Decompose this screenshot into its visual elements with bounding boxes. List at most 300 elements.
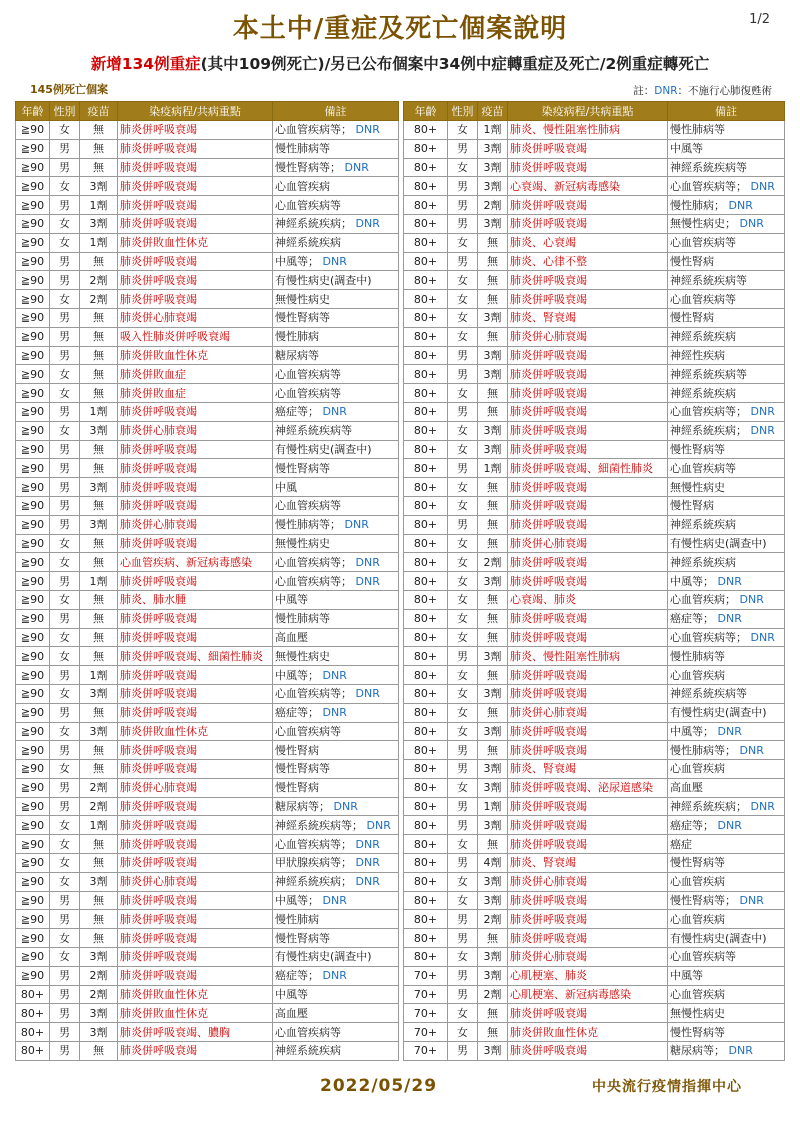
table-row bbox=[404, 177, 785, 196]
dnr-flag: DNR bbox=[322, 969, 347, 983]
remark-text: 心血管疾病 bbox=[670, 875, 725, 889]
table-row bbox=[16, 421, 399, 440]
table-row bbox=[16, 1004, 399, 1023]
table-row bbox=[16, 196, 399, 215]
remark-text: 神經系統疾病； bbox=[275, 217, 352, 231]
cell-vaccine: 2劑 bbox=[80, 797, 118, 816]
cell-sex: 男 bbox=[448, 1042, 478, 1061]
cell-remarks bbox=[273, 703, 399, 722]
remark-text: 慢性腎病等； bbox=[670, 894, 736, 908]
col-sex: 性別 bbox=[448, 102, 478, 121]
cell-remarks bbox=[273, 741, 399, 760]
table-row bbox=[404, 421, 785, 440]
cell-age: ≧90 bbox=[16, 496, 50, 515]
remark-text: 慢性腎病等 bbox=[275, 762, 330, 776]
cell-disease-course: 肺炎併呼吸衰竭 bbox=[508, 440, 668, 459]
cell-sex: 男 bbox=[448, 797, 478, 816]
table-row bbox=[404, 1042, 785, 1061]
cell-age: 80+ bbox=[404, 214, 448, 233]
dnr-flag: DNR bbox=[333, 800, 358, 814]
remark-text: 慢性腎病 bbox=[670, 254, 714, 268]
remark-text: 心血管疾病等； bbox=[275, 574, 352, 588]
cell-remarks bbox=[668, 478, 785, 497]
cell-age: ≧90 bbox=[16, 872, 50, 891]
cell-vaccine: 1劑 bbox=[80, 402, 118, 421]
dnr-flag: DNR bbox=[739, 894, 764, 908]
cell-disease-course: 肺炎併呼吸衰竭 bbox=[508, 346, 668, 365]
remark-text: 無慢性病史 bbox=[275, 536, 330, 550]
cell-vaccine: 無 bbox=[478, 666, 508, 685]
cell-age: 80+ bbox=[404, 515, 448, 534]
cell-remarks bbox=[668, 440, 785, 459]
cell-remarks bbox=[668, 666, 785, 685]
cell-age: ≧90 bbox=[16, 647, 50, 666]
table-row bbox=[16, 214, 399, 233]
cell-sex: 男 bbox=[448, 966, 478, 985]
table-row bbox=[16, 966, 399, 985]
cell-vaccine: 3劑 bbox=[80, 1004, 118, 1023]
remark-text: 高血壓 bbox=[275, 630, 308, 644]
remark-text: 癌症等； bbox=[275, 405, 319, 419]
table-row bbox=[404, 233, 785, 252]
cell-sex: 女 bbox=[50, 948, 80, 967]
note-dnr: DNR bbox=[654, 85, 678, 97]
table-row bbox=[404, 365, 785, 384]
cell-age: 80+ bbox=[404, 609, 448, 628]
table-row bbox=[404, 891, 785, 910]
remark-text: 神經系統疾病 bbox=[670, 555, 736, 569]
cell-age: ≧90 bbox=[16, 478, 50, 497]
cell-disease-course: 肺炎併呼吸衰竭 bbox=[118, 496, 273, 515]
cell-sex: 女 bbox=[448, 440, 478, 459]
cell-vaccine: 無 bbox=[478, 384, 508, 403]
remark-text: 中風等； bbox=[275, 254, 319, 268]
cell-remarks bbox=[668, 816, 785, 835]
cell-remarks bbox=[668, 1042, 785, 1061]
table-row bbox=[404, 628, 785, 647]
remark-text: 有慢性病史(調查中) bbox=[275, 442, 372, 456]
cell-age: ≧90 bbox=[16, 252, 50, 271]
cell-age: ≧90 bbox=[16, 308, 50, 327]
cell-sex: 女 bbox=[50, 365, 80, 384]
cell-sex: 女 bbox=[448, 872, 478, 891]
cell-age: 80+ bbox=[404, 496, 448, 515]
cell-vaccine: 無 bbox=[80, 854, 118, 873]
remark-text: 慢性腎病等 bbox=[670, 856, 725, 870]
remark-text: 心血管疾病等； bbox=[275, 837, 352, 851]
table-row bbox=[16, 816, 399, 835]
cell-vaccine: 3劑 bbox=[478, 684, 508, 703]
cell-age: ≧90 bbox=[16, 121, 50, 140]
cell-vaccine: 無 bbox=[80, 703, 118, 722]
cell-remarks bbox=[273, 854, 399, 873]
cell-age: ≧90 bbox=[16, 233, 50, 252]
cell-remarks bbox=[273, 402, 399, 421]
cell-vaccine: 無 bbox=[478, 628, 508, 647]
cell-age: ≧90 bbox=[16, 139, 50, 158]
remark-text: 無慢性病史 bbox=[275, 292, 330, 306]
page-title: 本土中/重症及死亡個案說明 bbox=[232, 14, 568, 44]
cell-age: 80+ bbox=[404, 290, 448, 309]
cell-age: 80+ bbox=[404, 910, 448, 929]
cell-vaccine: 3劑 bbox=[80, 421, 118, 440]
cell-age: 80+ bbox=[404, 628, 448, 647]
cell-remarks bbox=[668, 778, 785, 797]
remark-text: 無慢性病史 bbox=[275, 649, 330, 663]
cell-sex: 女 bbox=[50, 384, 80, 403]
cell-sex: 男 bbox=[50, 252, 80, 271]
cell-remarks bbox=[273, 327, 399, 346]
cell-sex: 女 bbox=[448, 835, 478, 854]
table-row bbox=[404, 346, 785, 365]
cell-age: 80+ bbox=[404, 835, 448, 854]
cell-age: ≧90 bbox=[16, 177, 50, 196]
cell-disease-course: 肺炎併心肺衰竭 bbox=[508, 872, 668, 891]
cell-age: ≧90 bbox=[16, 534, 50, 553]
cell-vaccine: 3劑 bbox=[478, 647, 508, 666]
cell-age: 80+ bbox=[404, 666, 448, 685]
cell-disease-course: 心衰竭、新冠病毒感染 bbox=[508, 177, 668, 196]
cell-vaccine: 3劑 bbox=[478, 214, 508, 233]
cell-remarks bbox=[273, 534, 399, 553]
col-sex: 性別 bbox=[50, 102, 80, 121]
dnr-flag: DNR bbox=[750, 405, 775, 419]
cell-remarks bbox=[668, 177, 785, 196]
cell-vaccine: 3劑 bbox=[478, 346, 508, 365]
cell-disease-course: 肺炎併呼吸衰竭 bbox=[508, 496, 668, 515]
remark-text: 神經系統疾病 bbox=[275, 1044, 341, 1058]
cell-disease-course: 肺炎併呼吸衰竭 bbox=[508, 628, 668, 647]
table-row bbox=[404, 139, 785, 158]
cell-remarks bbox=[668, 327, 785, 346]
remark-text: 有慢性病史(調查中) bbox=[670, 706, 767, 720]
cell-age: 80+ bbox=[404, 233, 448, 252]
cell-remarks bbox=[273, 252, 399, 271]
cell-remarks bbox=[668, 196, 785, 215]
cell-age: 80+ bbox=[404, 177, 448, 196]
cell-sex: 女 bbox=[50, 590, 80, 609]
cell-remarks bbox=[273, 459, 399, 478]
cell-age: ≧90 bbox=[16, 158, 50, 177]
cell-disease-course: 肺炎併心肺衰竭 bbox=[508, 703, 668, 722]
cell-sex: 男 bbox=[448, 910, 478, 929]
cell-disease-course: 肺炎併呼吸衰竭 bbox=[508, 741, 668, 760]
cell-age: ≧90 bbox=[16, 966, 50, 985]
cell-remarks bbox=[668, 797, 785, 816]
cell-sex: 女 bbox=[448, 609, 478, 628]
remark-text: 神經系統疾病 bbox=[275, 236, 341, 250]
cell-vaccine: 2劑 bbox=[80, 778, 118, 797]
table-row bbox=[404, 572, 785, 591]
cell-vaccine: 3劑 bbox=[478, 816, 508, 835]
dnr-flag: DNR bbox=[322, 405, 347, 419]
table-row bbox=[16, 703, 399, 722]
remark-text: 慢性腎病等 bbox=[670, 1025, 725, 1039]
dnr-flag: DNR bbox=[366, 818, 391, 832]
table-row bbox=[404, 778, 785, 797]
dnr-flag: DNR bbox=[322, 254, 347, 268]
cell-age: 80+ bbox=[404, 572, 448, 591]
cell-remarks bbox=[273, 891, 399, 910]
cell-vaccine: 無 bbox=[478, 478, 508, 497]
cell-sex: 男 bbox=[50, 572, 80, 591]
cell-age: 70+ bbox=[404, 966, 448, 985]
remark-text: 神經系統疾病 bbox=[670, 518, 736, 532]
remark-text: 神經系統疾病等 bbox=[670, 160, 747, 174]
cell-sex: 男 bbox=[50, 440, 80, 459]
cell-remarks bbox=[273, 835, 399, 854]
dnr-flag: DNR bbox=[355, 123, 380, 137]
cell-disease-course: 肺炎併敗血性休克 bbox=[118, 1004, 273, 1023]
cell-vaccine: 無 bbox=[80, 553, 118, 572]
table-row bbox=[16, 327, 399, 346]
cell-disease-course: 肺炎併呼吸衰竭 bbox=[508, 271, 668, 290]
cell-age: 80+ bbox=[404, 346, 448, 365]
remark-text: 中風等 bbox=[275, 593, 308, 607]
cell-sex: 男 bbox=[50, 703, 80, 722]
remark-text: 慢性腎病等 bbox=[275, 311, 330, 325]
remark-text: 神經系統疾病 bbox=[670, 330, 736, 344]
remark-text: 中風等； bbox=[275, 894, 319, 908]
cell-age: ≧90 bbox=[16, 327, 50, 346]
note-suffix: ：不施行心肺復甦術 bbox=[677, 85, 772, 97]
table-row bbox=[404, 308, 785, 327]
cell-disease-course: 肺炎併呼吸衰竭 bbox=[118, 910, 273, 929]
cell-vaccine: 無 bbox=[80, 534, 118, 553]
remark-text: 糖尿病等； bbox=[275, 800, 330, 814]
table-row bbox=[404, 741, 785, 760]
cell-vaccine: 無 bbox=[80, 158, 118, 177]
cell-disease-course: 心肌梗塞、肺炎 bbox=[508, 966, 668, 985]
cell-sex: 女 bbox=[448, 308, 478, 327]
dnr-flag: DNR bbox=[355, 217, 380, 231]
cell-vaccine: 1劑 bbox=[478, 797, 508, 816]
cell-sex: 男 bbox=[50, 1004, 80, 1023]
table-row bbox=[404, 985, 785, 1004]
table-row bbox=[404, 384, 785, 403]
cell-sex: 女 bbox=[448, 233, 478, 252]
table-row bbox=[404, 1023, 785, 1042]
cell-vaccine: 3劑 bbox=[478, 948, 508, 967]
cell-vaccine: 2劑 bbox=[80, 966, 118, 985]
table-row bbox=[404, 121, 785, 140]
table-row bbox=[16, 760, 399, 779]
cell-sex: 男 bbox=[50, 985, 80, 1004]
dnr-flag: DNR bbox=[739, 593, 764, 607]
table-row bbox=[404, 929, 785, 948]
remark-text: 癌症等； bbox=[275, 969, 319, 983]
remark-text: 無慢性病史 bbox=[670, 480, 725, 494]
cell-vaccine: 3劑 bbox=[478, 872, 508, 891]
cell-sex: 男 bbox=[448, 196, 478, 215]
cell-remarks bbox=[668, 421, 785, 440]
cell-remarks bbox=[668, 741, 785, 760]
cell-sex: 女 bbox=[448, 722, 478, 741]
cell-sex: 男 bbox=[448, 365, 478, 384]
dnr-flag: DNR bbox=[750, 179, 775, 193]
cell-sex: 女 bbox=[50, 760, 80, 779]
remark-text: 中風等 bbox=[670, 142, 703, 156]
cell-sex: 女 bbox=[50, 534, 80, 553]
remark-text: 有慢性病史(調查中) bbox=[275, 273, 372, 287]
cell-remarks bbox=[668, 308, 785, 327]
cell-disease-course: 肺炎、心律不整 bbox=[508, 252, 668, 271]
cell-age: 80+ bbox=[404, 121, 448, 140]
cell-remarks bbox=[668, 290, 785, 309]
table-row bbox=[404, 722, 785, 741]
cell-sex: 女 bbox=[448, 1004, 478, 1023]
cell-vaccine: 3劑 bbox=[478, 158, 508, 177]
cell-remarks bbox=[668, 722, 785, 741]
cell-remarks bbox=[668, 985, 785, 1004]
remark-text: 神經系統疾病等 bbox=[670, 273, 747, 287]
cell-age: 80+ bbox=[404, 891, 448, 910]
dnr-flag: DNR bbox=[728, 198, 753, 212]
table-row bbox=[16, 271, 399, 290]
table-row bbox=[404, 290, 785, 309]
cell-age: ≧90 bbox=[16, 910, 50, 929]
table-row bbox=[16, 929, 399, 948]
cell-age: ≧90 bbox=[16, 459, 50, 478]
cell-sex: 男 bbox=[448, 139, 478, 158]
cell-disease-course: 肺炎併敗血性休克 bbox=[118, 233, 273, 252]
cell-remarks bbox=[668, 929, 785, 948]
cell-age: 80+ bbox=[404, 647, 448, 666]
table-row bbox=[16, 233, 399, 252]
cell-remarks bbox=[668, 1004, 785, 1023]
remark-text: 慢性腎病 bbox=[275, 781, 319, 795]
table-row bbox=[404, 515, 785, 534]
cell-age: 80+ bbox=[404, 139, 448, 158]
cell-sex: 女 bbox=[50, 628, 80, 647]
cell-disease-course: 肺炎併敗血性休克 bbox=[118, 985, 273, 1004]
cases-table-left bbox=[15, 101, 399, 1061]
cell-disease-course: 肺炎併呼吸衰竭 bbox=[508, 553, 668, 572]
cell-age: 80+ bbox=[404, 778, 448, 797]
col-age: 年齡 bbox=[16, 102, 50, 121]
cell-sex: 女 bbox=[50, 553, 80, 572]
cell-age: ≧90 bbox=[16, 572, 50, 591]
cell-vaccine: 3劑 bbox=[80, 948, 118, 967]
cell-age: 80+ bbox=[404, 816, 448, 835]
remark-text: 心血管疾病等； bbox=[275, 555, 352, 569]
cell-vaccine: 無 bbox=[478, 496, 508, 515]
cell-sex: 男 bbox=[50, 910, 80, 929]
cell-sex: 女 bbox=[448, 271, 478, 290]
cell-remarks bbox=[668, 365, 785, 384]
remark-text: 心血管疾病等 bbox=[275, 1025, 341, 1039]
cell-remarks bbox=[273, 872, 399, 891]
cell-sex: 女 bbox=[50, 816, 80, 835]
table-row bbox=[16, 553, 399, 572]
cell-disease-course: 肺炎併呼吸衰竭 bbox=[118, 534, 273, 553]
dnr-flag: DNR bbox=[717, 574, 742, 588]
cell-disease-course: 肺炎、慢性阻塞性肺病 bbox=[508, 647, 668, 666]
cell-disease-course: 肺炎併呼吸衰竭 bbox=[118, 929, 273, 948]
table-row bbox=[404, 440, 785, 459]
cell-remarks bbox=[668, 647, 785, 666]
table-row bbox=[404, 1004, 785, 1023]
cell-sex: 女 bbox=[448, 572, 478, 591]
remark-text: 心血管疾病等； bbox=[670, 630, 747, 644]
cell-disease-course: 肺炎、肺水腫 bbox=[118, 590, 273, 609]
cell-remarks bbox=[273, 797, 399, 816]
cell-sex: 男 bbox=[448, 985, 478, 1004]
remark-text: 心血管疾病 bbox=[670, 668, 725, 682]
cell-age: 80+ bbox=[16, 1042, 50, 1061]
cell-sex: 女 bbox=[448, 496, 478, 515]
table-row bbox=[404, 252, 785, 271]
cell-remarks bbox=[668, 346, 785, 365]
cell-sex: 女 bbox=[448, 553, 478, 572]
cell-disease-course: 肺炎併敗血性休克 bbox=[118, 722, 273, 741]
cell-sex: 女 bbox=[50, 214, 80, 233]
cell-vaccine: 1劑 bbox=[80, 196, 118, 215]
table-row bbox=[16, 910, 399, 929]
cell-remarks bbox=[668, 590, 785, 609]
dnr-flag: DNR bbox=[739, 743, 764, 757]
cell-sex: 女 bbox=[448, 158, 478, 177]
cell-disease-course: 肺炎併呼吸衰竭 bbox=[118, 891, 273, 910]
cell-sex: 女 bbox=[448, 421, 478, 440]
cell-sex: 女 bbox=[448, 628, 478, 647]
cell-vaccine: 2劑 bbox=[478, 553, 508, 572]
cell-sex: 男 bbox=[448, 647, 478, 666]
cell-vaccine: 無 bbox=[80, 891, 118, 910]
cell-vaccine: 無 bbox=[80, 910, 118, 929]
cell-age: 80+ bbox=[404, 402, 448, 421]
cell-age: 80+ bbox=[404, 158, 448, 177]
cell-sex: 女 bbox=[50, 177, 80, 196]
dnr-flag: DNR bbox=[750, 800, 775, 814]
cell-vaccine: 無 bbox=[80, 121, 118, 140]
dnr-flag: DNR bbox=[344, 518, 369, 532]
cell-remarks bbox=[273, 515, 399, 534]
table-row bbox=[16, 628, 399, 647]
table-row bbox=[404, 478, 785, 497]
cell-age: 80+ bbox=[404, 196, 448, 215]
cell-sex: 男 bbox=[50, 139, 80, 158]
cell-age: ≧90 bbox=[16, 346, 50, 365]
cell-age: 80+ bbox=[404, 478, 448, 497]
remark-text: 神經系統疾病； bbox=[670, 800, 747, 814]
remark-text: 慢性肺病等 bbox=[275, 142, 330, 156]
cell-age: 80+ bbox=[404, 590, 448, 609]
remark-text: 心血管疾病等 bbox=[275, 724, 341, 738]
table-row bbox=[16, 948, 399, 967]
cell-remarks bbox=[273, 1023, 399, 1042]
remark-text: 慢性肺病等 bbox=[275, 612, 330, 626]
cell-sex: 女 bbox=[448, 1023, 478, 1042]
cell-disease-course: 肺炎併呼吸衰竭 bbox=[118, 966, 273, 985]
table-row bbox=[16, 459, 399, 478]
cell-remarks bbox=[668, 703, 785, 722]
cell-age: 70+ bbox=[404, 1004, 448, 1023]
cell-vaccine: 無 bbox=[80, 308, 118, 327]
cell-vaccine: 無 bbox=[478, 233, 508, 252]
cell-age: ≧90 bbox=[16, 421, 50, 440]
col-remarks: 備註 bbox=[668, 102, 785, 121]
cell-disease-course: 肺炎併呼吸衰竭 bbox=[118, 628, 273, 647]
cell-age: 80+ bbox=[16, 1004, 50, 1023]
dnr-flag: DNR bbox=[322, 706, 347, 720]
dnr-flag: DNR bbox=[355, 856, 380, 870]
cell-age: 70+ bbox=[404, 1042, 448, 1061]
cell-disease-course: 肺炎併呼吸衰竭 bbox=[118, 835, 273, 854]
cell-sex: 男 bbox=[448, 515, 478, 534]
cell-disease-course: 肺炎併呼吸衰竭 bbox=[508, 196, 668, 215]
cell-vaccine: 無 bbox=[478, 252, 508, 271]
